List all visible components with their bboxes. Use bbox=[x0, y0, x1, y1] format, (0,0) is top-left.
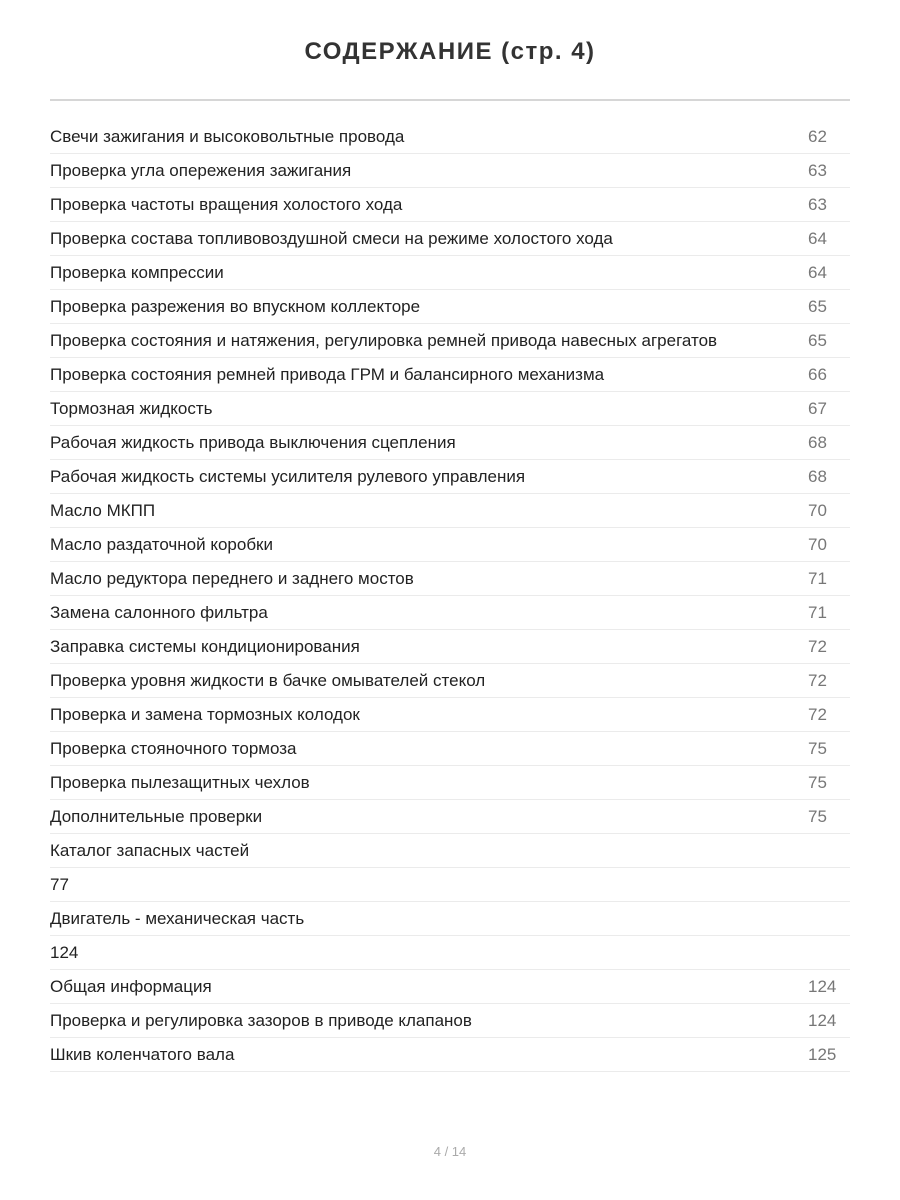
toc-entry-title: Проверка частоты вращения холостого хода bbox=[50, 195, 403, 214]
toc-entry[interactable] bbox=[50, 766, 850, 800]
toc-entry[interactable] bbox=[50, 154, 850, 188]
toc-entry[interactable] bbox=[50, 460, 850, 494]
toc-entry[interactable] bbox=[50, 290, 850, 324]
page-title: СОДЕРЖАНИЕ (стр. 4) bbox=[304, 38, 596, 65]
toc-entry[interactable] bbox=[50, 188, 850, 222]
toc-entry-title: Масло МКПП bbox=[50, 501, 156, 520]
toc-entry-page: 65 bbox=[808, 297, 827, 316]
toc-entry[interactable] bbox=[50, 256, 850, 290]
toc-entry-title: Заправка системы кондиционирования bbox=[50, 637, 360, 656]
toc-entry-title: Проверка угла опережения зажигания bbox=[50, 161, 352, 180]
toc-entry-page: 71 bbox=[808, 569, 827, 588]
toc-entry-title: Проверка и замена тормозных колодок bbox=[50, 705, 360, 724]
toc-entry-page: 72 bbox=[808, 705, 827, 724]
toc-entry[interactable] bbox=[50, 528, 850, 562]
toc-entry-page: 63 bbox=[808, 195, 827, 214]
toc-entry-page: 70 bbox=[808, 501, 827, 520]
toc-entry[interactable] bbox=[50, 664, 850, 698]
toc-entry-title: Каталог запасных частей bbox=[50, 841, 250, 860]
toc-entry-page: 72 bbox=[808, 637, 827, 656]
toc-entry-title: Проверка компрессии bbox=[50, 263, 224, 282]
toc-entry-title: 77 bbox=[50, 875, 69, 894]
toc-entry-title: Общая информация bbox=[50, 977, 212, 996]
toc-entry-title: Проверка состава топливовоздушной смеси на режиме холостого хода bbox=[50, 229, 613, 248]
toc-entry-page: 68 bbox=[808, 467, 827, 486]
toc-entry-title: Масло раздаточной коробки bbox=[50, 535, 273, 554]
toc-entry-page: 68 bbox=[808, 433, 827, 452]
toc-entry-title: Шкив коленчатого вала bbox=[50, 1045, 235, 1064]
toc-entry[interactable] bbox=[50, 494, 850, 528]
toc-entry-page: 64 bbox=[808, 229, 827, 248]
toc-entry-title: Замена салонного фильтра bbox=[50, 603, 268, 622]
toc-entry[interactable] bbox=[50, 120, 850, 154]
toc-entry-title: 124 bbox=[50, 943, 79, 962]
toc-entry-page bbox=[808, 918, 850, 919]
toc-entry-title: Двигатель - механическая часть bbox=[50, 909, 305, 928]
toc-entry[interactable] bbox=[50, 596, 850, 630]
toc-entry-title: Дополнительные проверки bbox=[50, 807, 263, 826]
toc-entry-page bbox=[808, 884, 850, 885]
toc-list bbox=[50, 120, 850, 1072]
toc-entry[interactable] bbox=[50, 698, 850, 732]
toc-entry-title: Проверка и регулировка зазоров в приводе клапанов bbox=[50, 1011, 472, 1030]
toc-entry-page: 75 bbox=[808, 807, 827, 826]
toc-entry-page: 124 bbox=[808, 1011, 837, 1030]
title-divider bbox=[50, 99, 850, 101]
toc-entry-page: 66 bbox=[808, 365, 827, 384]
toc-entry-page: 65 bbox=[808, 331, 827, 350]
toc-entry[interactable] bbox=[50, 426, 850, 460]
toc-entry[interactable] bbox=[50, 800, 850, 834]
toc-entry-page: 67 bbox=[808, 399, 827, 418]
toc-entry-title: Рабочая жидкость системы усилителя рулевого управления bbox=[50, 467, 526, 486]
toc-entry[interactable] bbox=[50, 1004, 850, 1038]
toc-entry-title: Масло редуктора переднего и заднего мостов bbox=[50, 569, 414, 588]
toc-entry[interactable] bbox=[50, 970, 850, 1004]
toc-entry[interactable] bbox=[50, 936, 850, 970]
toc-entry-title: Тормозная жидкость bbox=[50, 399, 213, 418]
toc-entry[interactable] bbox=[50, 868, 850, 902]
toc-entry[interactable] bbox=[50, 562, 850, 596]
toc-entry-title: Проверка состояния и натяжения, регулировка ремней привода навесных агрегатов bbox=[50, 331, 718, 350]
toc-entry-page: 75 bbox=[808, 739, 827, 758]
toc-entry[interactable] bbox=[50, 732, 850, 766]
toc-entry-title: Рабочая жидкость привода выключения сцепления bbox=[50, 433, 456, 452]
toc-entry[interactable] bbox=[50, 834, 850, 868]
toc-entry-title: Проверка уровня жидкости в бачке омывателей стекол bbox=[50, 671, 486, 690]
toc-entry-page: 71 bbox=[808, 603, 827, 622]
toc-entry-page: 124 bbox=[808, 977, 837, 996]
toc-entry[interactable] bbox=[50, 392, 850, 426]
toc-entry-page bbox=[808, 952, 850, 953]
toc-entry-title: Проверка состояния ремней привода ГРМ и балансирного механизма bbox=[50, 365, 605, 384]
toc-entry-page: 70 bbox=[808, 535, 827, 554]
toc-entry[interactable] bbox=[50, 358, 850, 392]
toc-entry-title: Проверка пылезащитных чехлов bbox=[50, 773, 310, 792]
toc-entry[interactable] bbox=[50, 902, 850, 936]
toc-entry[interactable] bbox=[50, 324, 850, 358]
toc-entry-title: Проверка разрежения во впускном коллекторе bbox=[50, 297, 421, 316]
toc-entry[interactable] bbox=[50, 222, 850, 256]
toc-entry[interactable] bbox=[50, 1038, 850, 1072]
toc-entry-title: Свечи зажигания и высоковольтные провода bbox=[50, 127, 405, 146]
toc-entry-title: Проверка стояночного тормоза bbox=[50, 739, 297, 758]
toc-entry-page bbox=[808, 850, 850, 851]
toc-entry-page: 62 bbox=[808, 127, 827, 146]
toc-entry-page: 75 bbox=[808, 773, 827, 792]
toc-entry[interactable] bbox=[50, 630, 850, 664]
page-indicator: 4 / 14 bbox=[433, 1144, 467, 1159]
toc-entry-page: 64 bbox=[808, 263, 827, 282]
toc-entry-page: 72 bbox=[808, 671, 827, 690]
toc-entry-page: 125 bbox=[808, 1045, 837, 1064]
toc-entry-page: 63 bbox=[808, 161, 827, 180]
